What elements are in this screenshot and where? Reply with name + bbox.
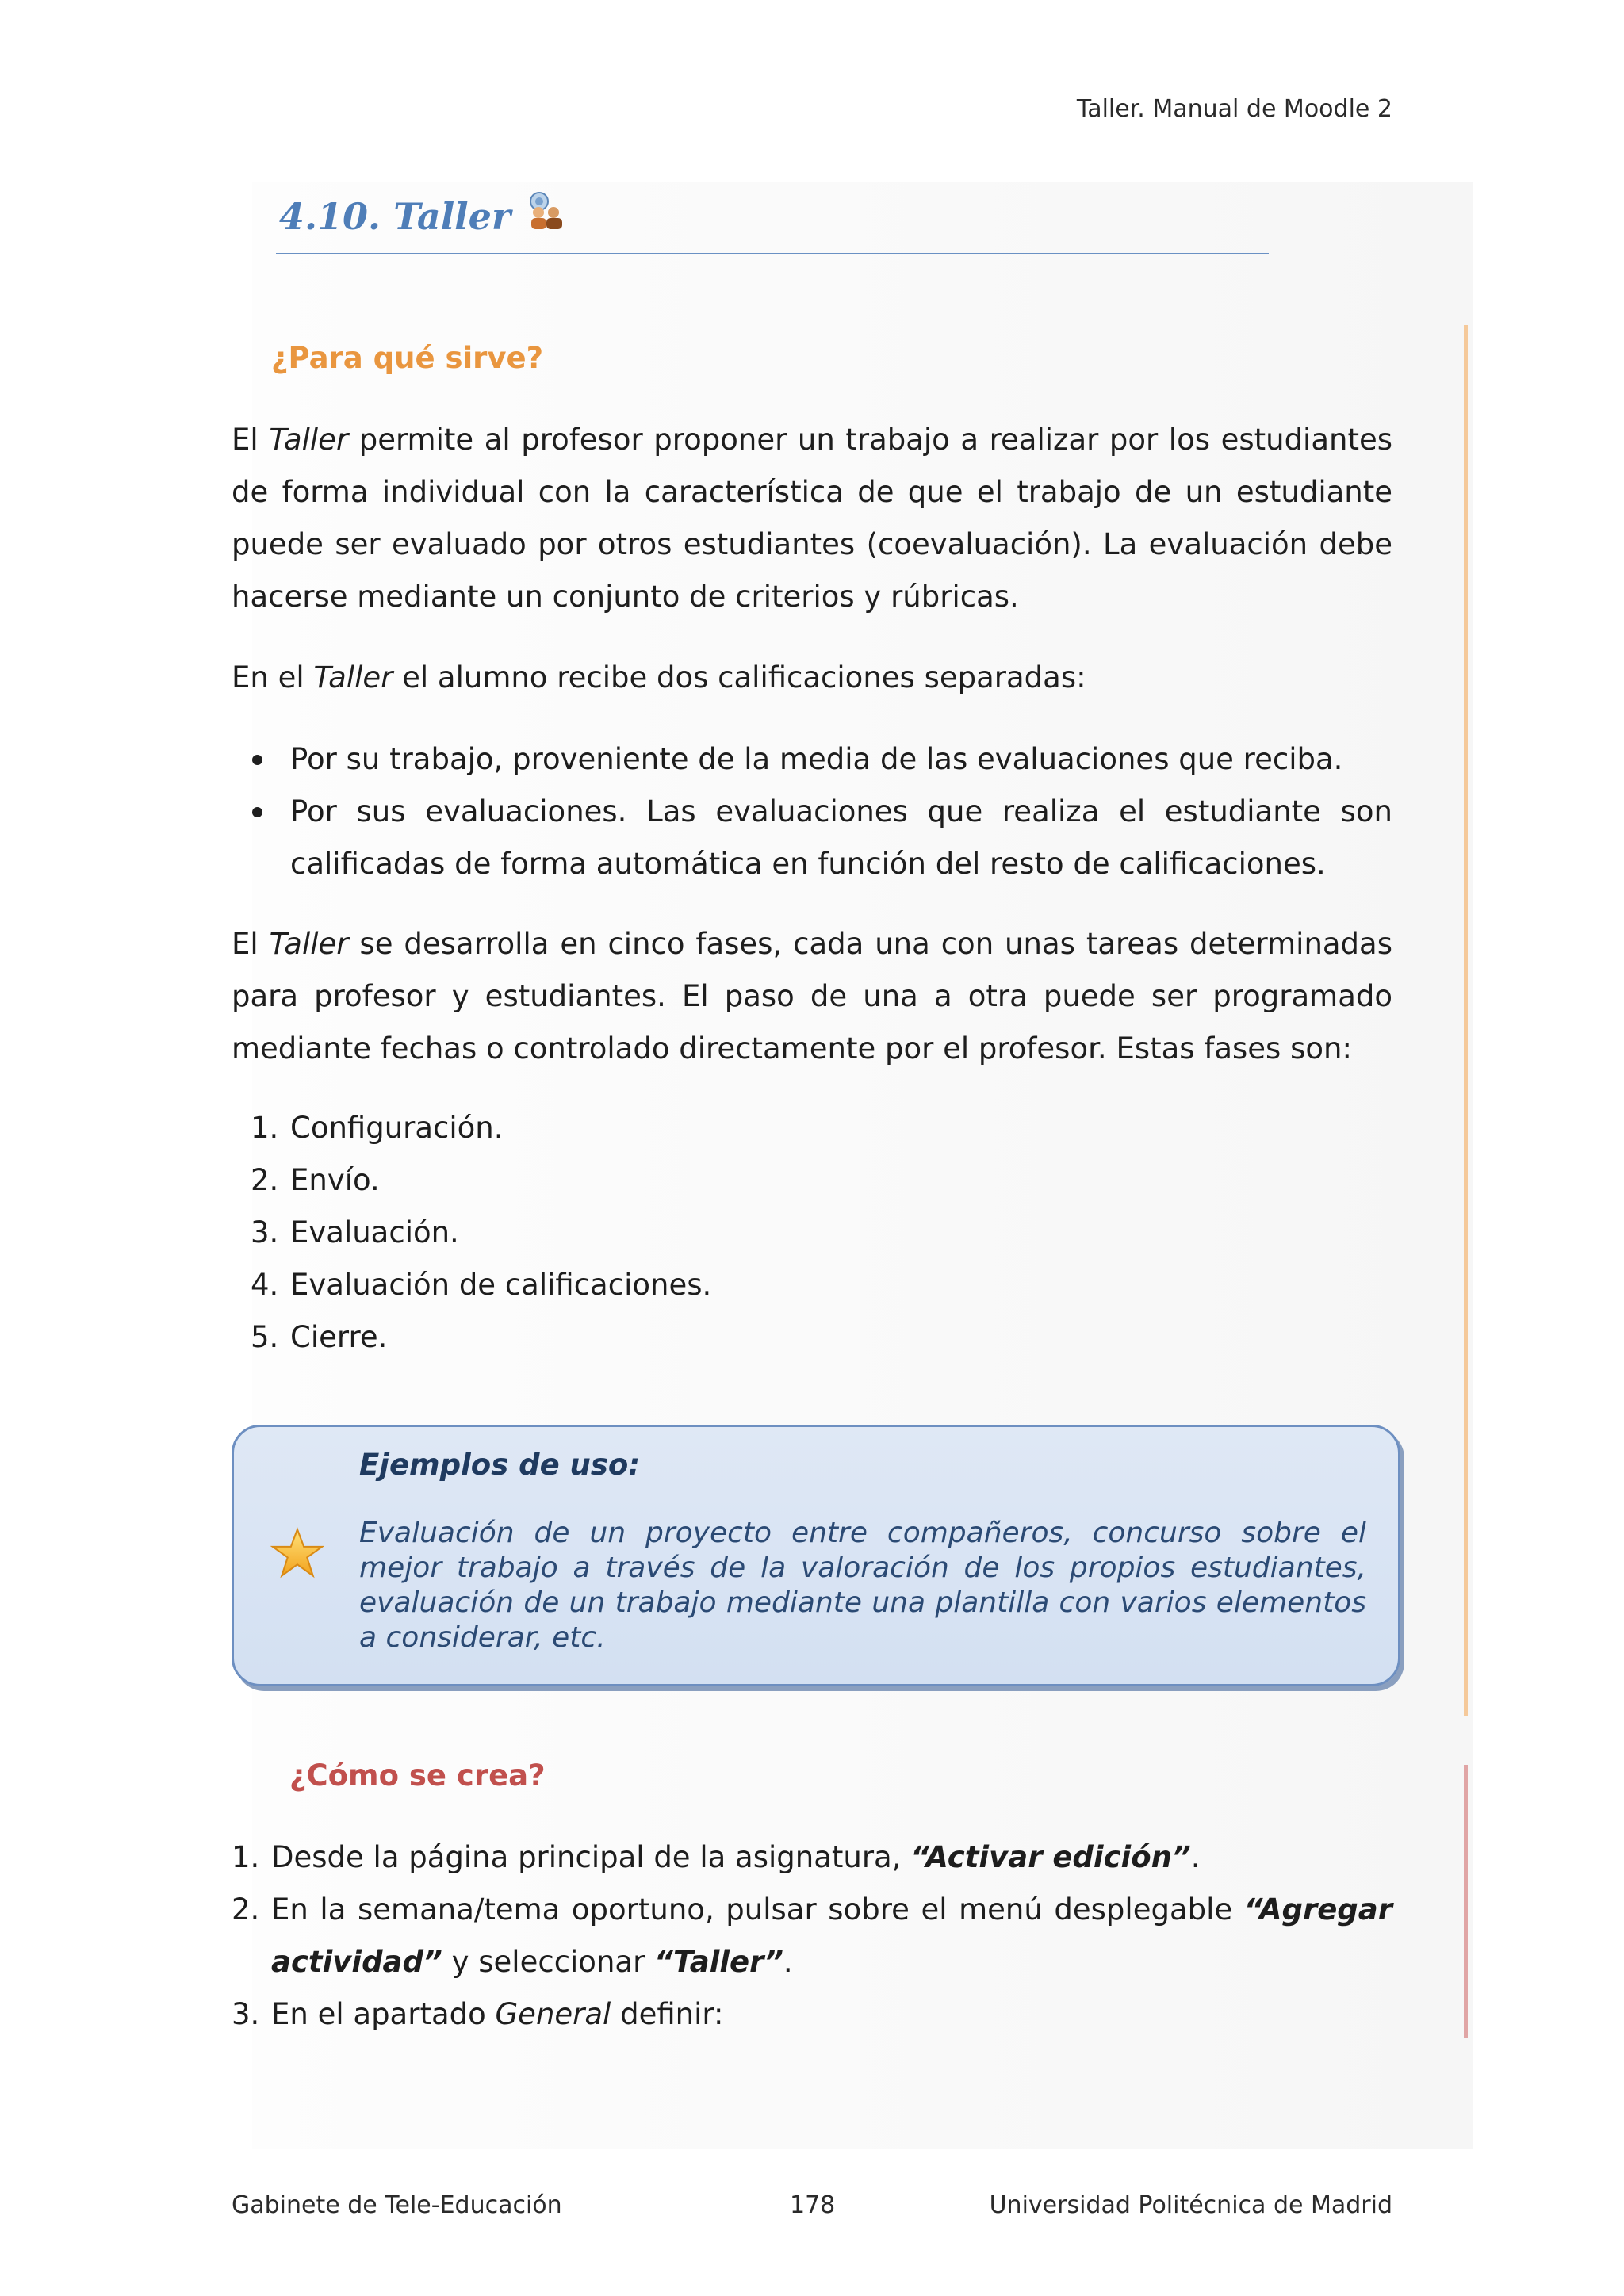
list-item: 2. En la semana/tema oportuno, pulsar sobre el menú desplegable “Agregar actividad” y seleccionar “Taller”.: [232, 1892, 1392, 1979]
section-side-bar: [1464, 1765, 1468, 2038]
list-item: Por su trabajo, proveniente de la media de las evaluaciones que reciba.: [232, 733, 1392, 786]
section-side-bar: [1464, 325, 1468, 1716]
star-icon: [270, 1526, 324, 1580]
list-item: 3. Evaluación.: [251, 1215, 459, 1249]
example-title: Ejemplos de uso:: [359, 1448, 641, 1482]
bullet-icon: [252, 755, 262, 765]
title-underline: [276, 253, 1269, 254]
list-item: 1. Configuración.: [251, 1111, 504, 1145]
bullet-icon: [252, 807, 262, 817]
workshop-people-icon: [525, 189, 568, 232]
phases-list: [232, 1102, 1392, 1364]
list-item: Por sus evaluaciones. Las evaluaciones que realiza el estudiante son calificadas de forma automática en función del resto de calificaciones.: [232, 786, 1392, 890]
footer-left: Gabinete de Tele-Educación: [232, 2191, 562, 2219]
example-text: Evaluación de un proyecto entre compañeros, concurso sobre el mejor trabajo a través de la valoración de los propios estudiantes, evaluación de un trabajo mediante una plantilla con varios elementos a considerar, etc.: [359, 1517, 1366, 1654]
heading-como-se-crea: ¿Cómo se crea?: [289, 1758, 546, 1793]
list-item: 3. En el apartado General definir:: [232, 1997, 724, 2031]
list-item: 2. Envío.: [251, 1163, 380, 1197]
paragraph-fases: El Taller se desarrolla en cinco fases, cada una con unas tareas determinadas para profesor y estudiantes. El paso de una a otra puede ser programado mediante fechas o controlado directamente por el profesor. Estas fases son:: [232, 927, 1392, 1066]
paragraph-calificaciones: En el Taller el alumno recibe dos calificaciones separadas:: [232, 660, 1086, 695]
footer-right: Universidad Politécnica de Madrid: [989, 2191, 1392, 2219]
section-title-text: 4.10. Taller: [279, 195, 511, 238]
steps-list: [232, 1831, 1392, 2041]
section-title: [279, 195, 568, 238]
page-number: 178: [790, 2191, 836, 2219]
list-item: 4. Evaluación de calificaciones.: [251, 1268, 712, 1302]
bullet-list: [232, 733, 1392, 890]
list-item: 1. Desde la página principal de la asignatura, “Activar edición”.: [232, 1840, 1201, 1874]
running-header: Taller. Manual de Moodle 2: [1076, 95, 1392, 123]
heading-para-que-sirve: ¿Para qué sirve?: [271, 341, 544, 375]
list-item: 5. Cierre.: [251, 1320, 388, 1354]
paragraph-intro: El Taller permite al profesor proponer un trabajo a realizar por los estudiantes de forma individual con la característica de que el trabajo de un estudiante puede ser evaluado por otros estudiantes (coevaluación). La evaluación debe hacerse mediante un conjunto de criterios y rúbricas.: [232, 423, 1393, 614]
example-callout: [232, 1425, 1400, 1686]
